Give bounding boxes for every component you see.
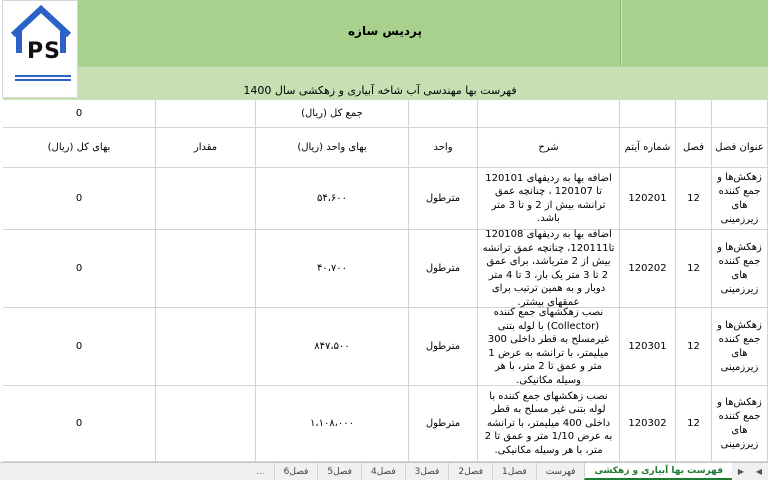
company-logo (2, 0, 78, 98)
col-header-description[interactable]: شرح (478, 128, 620, 168)
grand-total-value-cell[interactable] (3, 100, 156, 128)
unit-cell[interactable]: مترطول (409, 308, 478, 386)
unit-price-cell[interactable]: ۵۴،۶۰۰ (256, 168, 409, 230)
logo-tagline-lines (15, 75, 71, 83)
tab-scroll-next-icon[interactable]: ▶ (737, 467, 745, 476)
section-cell[interactable]: 12 (676, 386, 712, 462)
company-name[interactable]: پردیس سازه (347, 24, 423, 38)
empty-cell[interactable] (409, 100, 478, 128)
col-header-section[interactable]: فصل (676, 128, 712, 168)
col-header-section-title[interactable]: عنوان فصل (712, 128, 768, 168)
description-cell[interactable]: اضافه بها به ردیفهای 120101 تا 120107 ، چنانچه عمق ترانشه بیش از 2 و تا 3 متر باشد. (478, 168, 620, 230)
empty-cell[interactable] (620, 100, 676, 128)
price-list-title[interactable]: فهرست بها مهندسی آب شاخه آبیاری و زهکشی سال 1400 (243, 84, 517, 97)
total-price-cell[interactable]: 0 (3, 308, 156, 386)
grand-total-value: 0 (75, 108, 83, 119)
item-no-cell[interactable]: 120201 (620, 168, 676, 230)
empty-cell[interactable] (156, 100, 256, 128)
logo-text: PS (27, 39, 61, 64)
tab-chapter-5[interactable]: فصل5 (317, 463, 361, 480)
tab-scroll-prev-icon[interactable]: ◀ (755, 467, 763, 476)
col-header-total-price[interactable]: بهای کل (ریال) (3, 128, 156, 168)
description-cell[interactable]: نصب زهکشهای جمع کننده (Collector) با لوله بتنی غیرمسلح به قطر داخلی 300 میلیمتر، با ترانشه به عرض 1 متر و عمق تا 2 متر، با هر وسیله مکانیکی. (478, 308, 620, 386)
tab-chapter-3[interactable]: فصل3 (405, 463, 449, 480)
section-title-cell[interactable]: زهکش‌ها و جمع کننده های زیرزمینی (712, 308, 768, 386)
unit-cell[interactable]: مترطول (409, 168, 478, 230)
col-header-item-no[interactable]: شماره آیتم (620, 128, 676, 168)
description-cell[interactable]: اضافه بها به ردیفهای 120108 تا120111، چنانچه عمق ترانشه بیش از 2 مترباشد، برای عمق 2 تا 3 متر یک بار، 3 تا 4 متر دوبار و به همین ترتیب برای عمقهای بیشتر. (478, 230, 620, 308)
grand-total-label: جمع کل (ریال) (301, 108, 363, 119)
quantity-cell[interactable] (156, 168, 256, 230)
sheet-tab-bar (0, 462, 768, 480)
total-price-cell[interactable]: 0 (3, 230, 156, 308)
col-header-unit-price[interactable]: بهای واحد (ریال) (256, 128, 409, 168)
tab-chapter-4[interactable]: فصل4 (361, 463, 405, 480)
item-no-cell[interactable]: 120301 (620, 308, 676, 386)
section-cell[interactable]: 12 (676, 230, 712, 308)
total-price-cell[interactable]: 0 (3, 386, 156, 462)
quantity-cell[interactable] (156, 308, 256, 386)
total-price-cell[interactable]: 0 (3, 168, 156, 230)
tab-chapter-1[interactable]: فصل1 (492, 463, 536, 480)
item-no-cell[interactable]: 120202 (620, 230, 676, 308)
unit-price-cell[interactable]: ۴۰،۷۰۰ (256, 230, 409, 308)
unit-price-cell[interactable]: ۸۴۷،۵۰۰ (256, 308, 409, 386)
section-title-cell[interactable]: زهکش‌ها و جمع کننده های زیرزمینی (712, 168, 768, 230)
item-no-cell[interactable]: 120302 (620, 386, 676, 462)
header-band-top-right (621, 0, 768, 66)
col-header-quantity[interactable]: مقدار (156, 128, 256, 168)
grand-total-label-cell[interactable] (256, 100, 409, 128)
section-cell[interactable]: 12 (676, 308, 712, 386)
empty-cell[interactable] (712, 100, 768, 128)
col-header-unit[interactable]: واحد (409, 128, 478, 168)
tab-price-list[interactable]: فهرست بها آبیاری و زهکشی (584, 463, 732, 480)
description-cell[interactable]: نصب زهکشهای جمع کننده با لوله بتنی غیر مسلح به قطر داخلی 400 میلیمتر، با ترانشه به عرض 1/10 متر و عمق تا 2 متر، با هر وسیله مکانیکی. (478, 386, 620, 462)
empty-cell[interactable] (478, 100, 620, 128)
tab-more[interactable]: ... (256, 466, 265, 477)
quantity-cell[interactable] (156, 230, 256, 308)
quantity-cell[interactable] (156, 386, 256, 462)
tab-chapter-6[interactable]: فصل6 (274, 463, 318, 480)
tab-chapter-2[interactable]: فصل2 (448, 463, 492, 480)
unit-cell[interactable]: مترطول (409, 386, 478, 462)
tab-index[interactable]: فهرست (536, 463, 585, 480)
section-title-cell[interactable]: زهکش‌ها و جمع کننده های زیرزمینی (712, 230, 768, 308)
unit-cell[interactable]: مترطول (409, 230, 478, 308)
section-title-cell[interactable]: زهکش‌ها و جمع کننده های زیرزمینی (712, 386, 768, 462)
unit-price-cell[interactable]: ۱،۱۰۸،۰۰۰ (256, 386, 409, 462)
section-cell[interactable]: 12 (676, 168, 712, 230)
empty-cell[interactable] (676, 100, 712, 128)
